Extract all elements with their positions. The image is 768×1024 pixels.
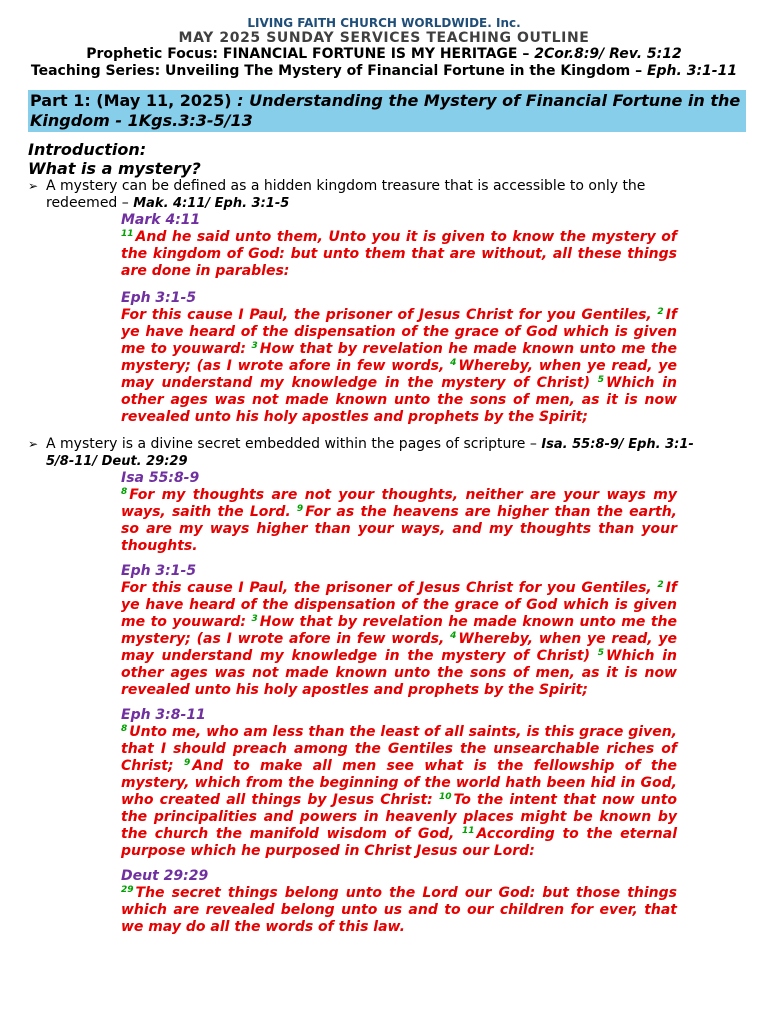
intro-heading: Introduction: <box>28 140 147 159</box>
verse-number: 8 <box>121 724 128 734</box>
scripture-eph-3-1-5 <box>121 290 677 426</box>
verse-reference: Eph 3:8-11 <box>121 707 206 723</box>
verse-content: Whereby, when ye read, ye may understand my knowledge in the mystery of Christ) <box>121 358 678 391</box>
focus-ref: 2Cor.8:9/ Rev. 5:12 <box>534 46 682 62</box>
verse-text <box>121 487 677 555</box>
verse-content: The secret things belong unto the Lord our God: but those things which are revealed belong unto us and to our children for ever, that we may do all the words of this law. <box>121 885 677 935</box>
verse-number: 9 <box>183 758 191 768</box>
series-label: Teaching Series: Unveiling The Mystery of Financial Fortune in the Kingdom – <box>30 63 643 79</box>
verse-content: For my thoughts are not your thoughts, neither are your ways my ways, saith the Lord. <box>121 487 677 520</box>
part-heading <box>28 90 746 132</box>
verse-reference: Eph 3:1-5 <box>121 290 197 306</box>
verse-content: Which in other ages was not made known unto the sons of men, as it is now revealed unto his holy apostles and prophets by the Spirit; <box>121 648 677 698</box>
verse-content: Whereby, when ye read, ye may understand my knowledge in the mystery of Christ) <box>121 631 678 664</box>
teaching-series <box>0 63 768 80</box>
verse-text <box>121 229 677 280</box>
verse-text <box>121 724 677 860</box>
verse-content: How that by revelation he made known unto me the mystery; (as I wrote afore in few words, <box>121 341 678 374</box>
outline-title: MAY 2025 SUNDAY SERVICES TEACHING OUTLINE <box>178 30 590 46</box>
focus-label: Prophetic Focus: FINANCIAL FORTUNE IS MY HERITAGE – <box>86 46 530 62</box>
verse-number: 11 <box>121 229 134 239</box>
part-title: Understanding the Mystery of Financial Fortune in the Kingdom - 1Kgs.3:3-5/13 <box>30 91 741 130</box>
verse-number: 3 <box>251 614 258 624</box>
verse-text <box>121 307 677 426</box>
verse-content: Unto me, who am less than the least of all saints, is this grace given, that I should preach among the Gentiles the unsearchable riches of Christ; <box>121 724 677 774</box>
verse-number: 2 <box>657 307 664 317</box>
verse-content: And to make all men see what is the fellowship of the mystery, which from the beginning of the world hath been hid in God, who created all things by Jesus Christ: <box>121 758 677 808</box>
scripture-isa-55-8-9 <box>121 470 677 555</box>
verse-content: If ye have heard of the dispensation of the grace of God which is given me to youward: <box>121 580 677 630</box>
verse-number: 4 <box>450 631 457 641</box>
verse-number: 29 <box>121 885 134 895</box>
verse-content: If ye have heard of the dispensation of the grace of God which is given me to youward: <box>121 307 677 357</box>
verse-content: For this cause I Paul, the prisoner of Jesus Christ for you Gentiles, <box>121 580 652 596</box>
bullet-point-2 <box>28 436 708 470</box>
verse-content: For this cause I Paul, the prisoner of Jesus Christ for you Gentiles, <box>121 307 652 323</box>
scripture-eph-3-1-5-repeat <box>121 563 677 699</box>
verse-number: 8 <box>121 487 128 497</box>
verse-text <box>121 580 677 699</box>
verse-content: And he said unto them, Unto you it is given to know the mystery of the kingdom of God: but unto them that are without, all these things are done in parables: <box>121 229 677 279</box>
document-header <box>0 0 768 80</box>
part-label: Part 1: (May 11, 2025) <box>30 91 232 110</box>
bullet-text: A mystery can be defined as a hidden kingdom treasure that is accessible to only the redeemed – <box>46 178 646 211</box>
verse-number: 11 <box>461 826 475 836</box>
verse-content: Which in other ages was not made known unto the sons of men, as it is now revealed unto his holy apostles and prophets by the Spirit; <box>121 375 677 425</box>
scripture-mark-4-11 <box>121 212 677 280</box>
verse-number: 4 <box>450 358 457 368</box>
verse-reference: Eph 3:1-5 <box>121 563 197 579</box>
verse-content: To the intent that now unto the principalities and powers in heavenly places might be known by the church the manifold wisdom of God, <box>121 792 678 842</box>
intro-section <box>28 140 768 178</box>
org-name: LIVING FAITH CHURCH WORLDWIDE. Inc. <box>247 16 521 30</box>
verse-number: 5 <box>597 648 605 658</box>
verse-reference: Mark 4:11 <box>121 212 201 228</box>
verse-content: How that by revelation he made known unto me the mystery; (as I wrote afore in few words, <box>121 614 678 647</box>
verse-text <box>121 885 677 936</box>
intro-question: What is a mystery? <box>28 159 201 178</box>
bullet-ref: Mak. 4:11/ Eph. 3:1-5 <box>133 196 290 211</box>
verse-number: 2 <box>657 580 664 590</box>
series-ref: Eph. 3:1-11 <box>646 63 738 79</box>
verse-content: According to the eternal purpose which he purposed in Christ Jesus our Lord: <box>121 826 677 859</box>
bullet-text: A mystery is a divine secret embedded within the pages of scripture – <box>46 436 537 452</box>
verse-number: 9 <box>296 504 304 514</box>
verse-number: 3 <box>251 341 258 351</box>
part-separator: : <box>231 91 250 110</box>
verse-content: For as the heavens are higher than the earth, so are my ways higher than your ways, and my thoughts than your thoughts. <box>121 504 678 554</box>
bullet-ref: Isa. 55:8-9/ Eph. 3:1-5/8-11/ Deut. 29:29 <box>46 437 694 469</box>
arrowhead-bullet-icon: ➢ <box>28 437 39 451</box>
verse-number: 5 <box>597 375 605 385</box>
scripture-deut-29-29 <box>121 868 677 936</box>
prophetic-focus <box>0 46 768 63</box>
scripture-eph-3-8-11 <box>121 707 677 860</box>
verse-number: 10 <box>438 792 452 802</box>
arrowhead-bullet-icon: ➢ <box>28 179 39 193</box>
verse-reference: Isa 55:8-9 <box>121 470 200 486</box>
verse-reference: Deut 29:29 <box>121 868 209 884</box>
bullet-point-1 <box>28 178 708 212</box>
